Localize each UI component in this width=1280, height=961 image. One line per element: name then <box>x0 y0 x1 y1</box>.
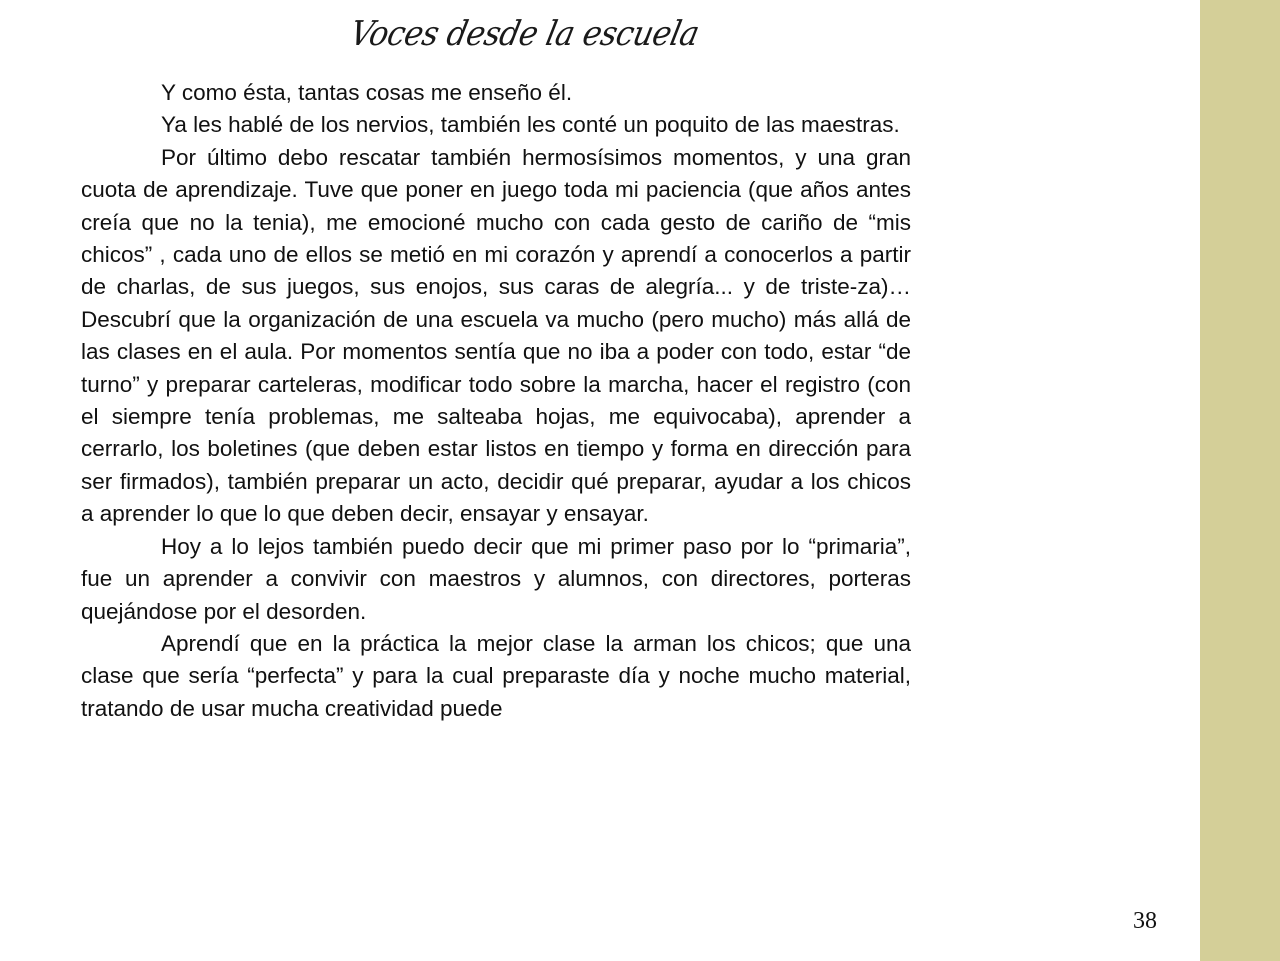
paragraph: Y como ésta, tantas cosas me enseño él. <box>161 80 573 105</box>
paragraph: Por último debo rescatar también hermosísimos momentos, y una gran cuota de aprendizaje. Tuve que poner en juego toda mi paciencia (que años antes creía que no la tenia), me emocioné mucho con cada gesto de cariño de “mis chicos” , cada uno de ellos se metió en mi corazón y aprendí a conocerlos a partir de charlas, de sus juegos, sus enojos, sus caras de alegría... y de triste-za)…Descubrí que la organización de una escuela va mucho (pero mucho) más allá de las clases en el aula. Por momentos sentía que no iba a poder con todo, estar “de turno” y preparar carteleras, modificar todo sobre la marcha, hacer el registro (con el siempre tenía problemas, me salteaba hojas, me equivocaba), aprender a cerrarlo, los boletines (que deben estar listos en tiempo y forma en dirección para ser firmados), también preparar un acto, decidir qué preparar, ayudar a los chicos a aprender lo que lo que deben decir, ensayar y ensayar. <box>81 144 911 527</box>
paragraph: Aprendí que en la práctica la mejor clase la arman los chicos; que una clase que sería “perfecta” y para la cual preparaste día y noche mucho material, tratando de usar mucha creatividad puede <box>81 630 911 721</box>
paragraph: Ya les hablé de los nervios, también les conté un poquito de las maestras. <box>161 112 900 138</box>
page-number: 38 <box>1133 908 1157 934</box>
running-header-title: Voces desde la escuela <box>346 14 703 54</box>
body-text <box>81 77 911 725</box>
paragraph: Hoy a lo lejos también puedo decir que mi primer paso por lo “primaria”, fue un aprender a convivir con maestros y alumnos, con directores, porteras quejándose por el desorden. <box>81 533 911 624</box>
decorative-sidebar <box>1200 0 1280 961</box>
